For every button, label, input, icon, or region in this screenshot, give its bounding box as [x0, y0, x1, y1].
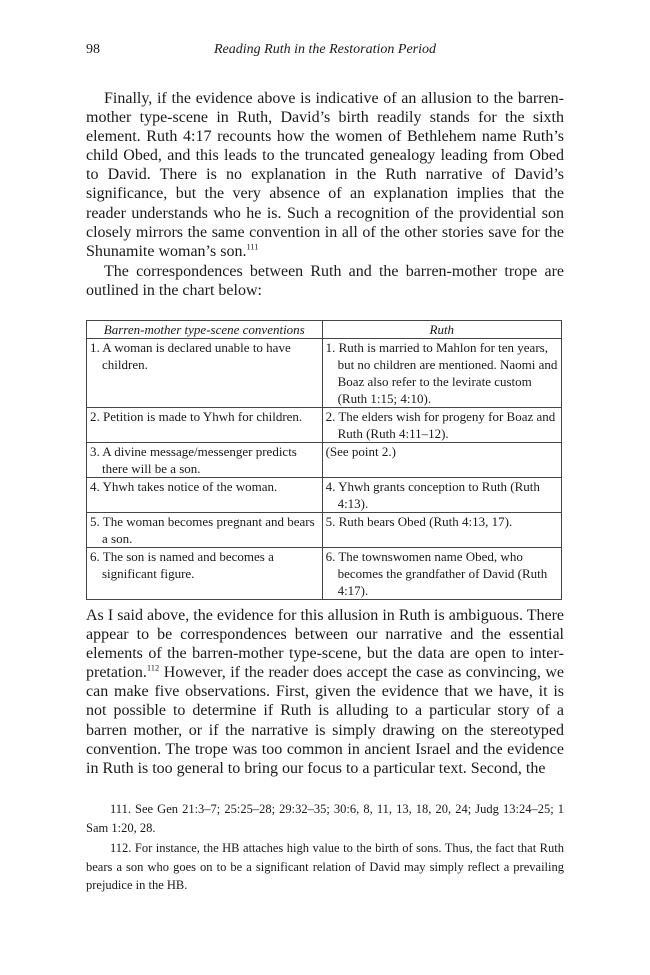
cell-text: 1. A woman is declared unable to have children. — [90, 340, 291, 372]
table-header-conventions: Barren-mother type-scene conventions — [87, 321, 323, 339]
table-cell — [322, 443, 561, 478]
cell-text: 4. Yhwh takes notice of the woman. — [90, 479, 278, 494]
cell-text: 5. Ruth bears Obed (Ruth 4:13, 17). — [325, 514, 513, 529]
table-cell — [87, 548, 323, 600]
table-cell — [87, 443, 323, 478]
paragraph-text: However, if the reader does accept the case as convincing, we can make five observations. First, given the evidence that we have, it is not possible to determine if Ruth is alluding to a particular story of a barren mother, or if the narrative is simply drawing on the stereotyped convention. The trope was too common in ancient Israel and the evidence in Ruth is too general to bring our focus to a particular text. Second, the — [86, 664, 564, 777]
paragraph-david-birth — [86, 89, 564, 261]
table-row — [87, 478, 562, 513]
cell-text: 3. A divine message/messenger predicts there will be a son. — [90, 444, 297, 476]
table-cell — [87, 339, 323, 408]
cell-text: 6. The son is named and becomes a significant figure. — [90, 549, 274, 581]
table-cell — [87, 408, 323, 443]
cell-text: 2. The elders wish for progeny for Boaz and Ruth (Ruth 4:11–12). — [325, 409, 556, 441]
cell-text: 6. The townswomen name Obed, who becomes the grandfather of David (Ruth 4:17). — [325, 549, 548, 598]
cell-text: 5. The woman becomes pregnant and bears a son. — [90, 514, 315, 546]
table-row — [87, 548, 562, 600]
footnote-111: 111. See Gen 21:3–7; 25:25–28; 29:32–35; 30:6, 8, 11, 13, 18, 20, 24; Judg 13:24–25; 1 Sam 1:20, 28. — [86, 802, 564, 835]
table-row — [87, 339, 562, 408]
footnote-112: 112. For instance, the HB attaches high value to the birth of sons. Thus, the fact that Ruth bears a son who goes on to be a significant relation of David may simply reflect a prevailing prejudice in the HB. — [86, 841, 564, 892]
footnotes — [86, 800, 564, 897]
table-row — [87, 443, 562, 478]
table-cell — [322, 513, 561, 548]
table-cell — [322, 339, 561, 408]
cell-text: 4. Yhwh grants conception to Ruth (Ruth 4:13). — [325, 479, 540, 511]
table-row — [87, 513, 562, 548]
cell-text: 1. Ruth is married to Mahlon for ten years, but no children are mentioned. Naomi and Boaz also refer to the levirate custom (Ruth 1:15; 4:10). — [325, 340, 558, 406]
table-cell — [322, 548, 561, 600]
table-cell — [322, 408, 561, 443]
table-header-row — [87, 321, 562, 339]
table-header-ruth: Ruth — [322, 321, 561, 339]
table-cell — [87, 478, 323, 513]
paragraph-text: Finally, if the evidence above is indicative of an allusion to the barren-mother type-scene in Ruth, David’s birth readily stands for the sixth element. Ruth 4:17 recounts how the women of Bethlehem name Ruth’s child Obed, and this leads to the truncated genealogy leading from Obed to David. There is no explanation in the Ruth narrative of David’s significance, but the very absence of an explanation implies that the reader understands who he is. Such a recognition of the providential son closely mirrors the same convention in all of the other stories save for the Shunamite woman’s son. — [86, 90, 564, 260]
page-header — [86, 42, 564, 64]
cell-text: (See point 2.) — [325, 444, 396, 459]
table-cell — [322, 478, 561, 513]
paragraph-ambiguous-evidence — [86, 606, 564, 778]
cell-text: 2. Petition is made to Yhwh for children. — [90, 409, 303, 424]
paragraph-correspondences: The correspondences between Ruth and the barren-mother trope are outlined in the chart below: — [86, 263, 564, 300]
table-row — [87, 408, 562, 443]
paragraph-text: As I said above, the evidence for this allusion in Ruth is ambiguous. There appear to be correspondences between our narrative and the essential elements of the barren-mother type-scene, but the data are open to interpretation. — [86, 607, 564, 682]
running-title: Reading Ruth in the Restoration Period — [213, 42, 437, 57]
page-number: 98 — [86, 42, 100, 57]
table-cell — [87, 513, 323, 548]
comparison-table — [86, 320, 562, 600]
footnote-ref-112[interactable]: 112 — [146, 662, 160, 673]
footnote-ref-111[interactable]: 111 — [246, 241, 259, 252]
